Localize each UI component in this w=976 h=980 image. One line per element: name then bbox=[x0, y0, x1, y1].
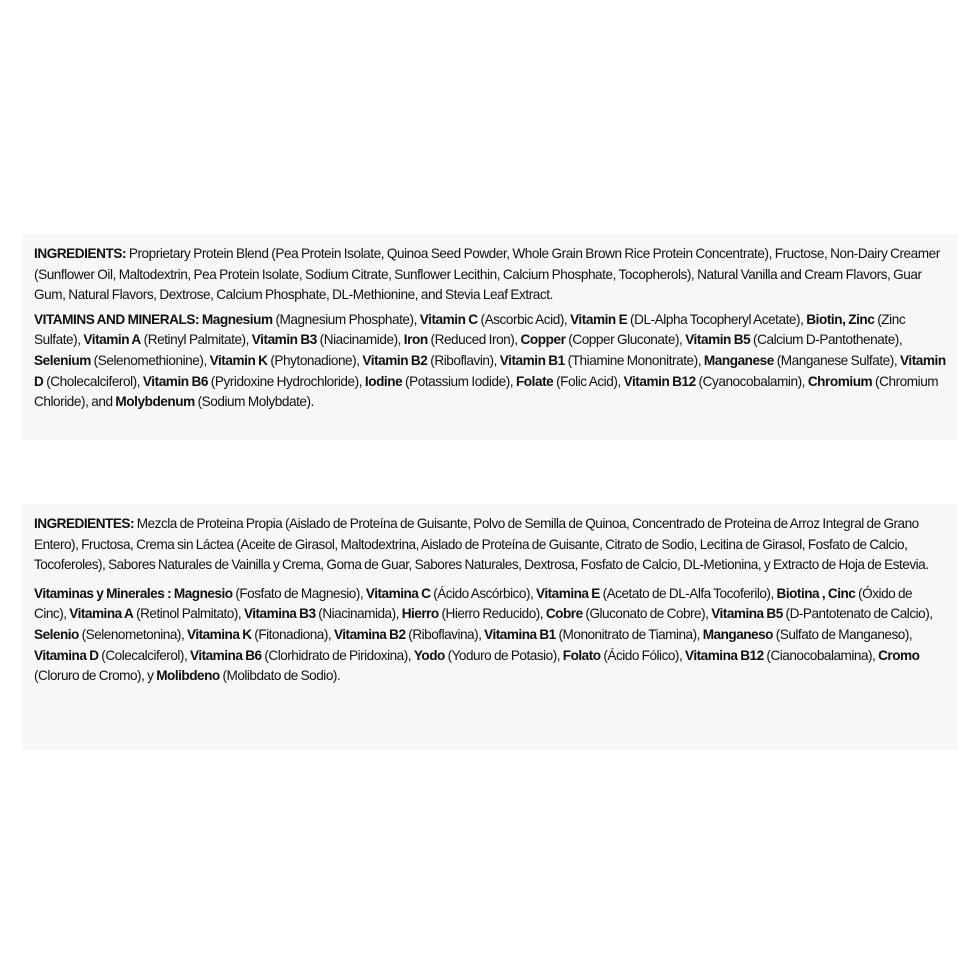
label-text: (Cloruro de Cromo), y bbox=[34, 668, 157, 684]
label-text: (Retinol Palmitato), bbox=[133, 606, 244, 622]
label-term-bold: Vitaminas y Minerales : Magnesio bbox=[34, 585, 233, 601]
label-term-bold: Iodine bbox=[364, 373, 403, 389]
spanish-label-panel bbox=[22, 504, 958, 750]
label-term-bold: Vitamina B1 bbox=[484, 626, 556, 642]
label-term-bold: Biotin, Zinc bbox=[806, 311, 875, 327]
label-term-bold: Vitamin D bbox=[34, 352, 946, 389]
label-term-bold: Vitamina B6 bbox=[190, 647, 262, 663]
label-term-bold: Vitamin B1 bbox=[499, 352, 565, 368]
label-text: (Chromium Chloride), and bbox=[34, 373, 939, 410]
label-text: (Thiamine Mononitrate), bbox=[564, 352, 704, 368]
label-text: (Selenometonina), bbox=[78, 626, 187, 642]
label-text: (Fitonadiona), bbox=[251, 626, 334, 642]
label-term-bold: Vitamin C bbox=[419, 311, 478, 327]
label-text: (Magnesium Phosphate), bbox=[272, 311, 420, 327]
spanish-ingredients-paragraph bbox=[34, 514, 946, 576]
label-text: (Niacinamida), bbox=[315, 606, 402, 622]
label-term-bold: Vitamina B2 bbox=[333, 626, 406, 642]
label-term-bold: Molybdenum bbox=[115, 394, 195, 410]
label-term-bold: Chromium bbox=[807, 373, 873, 389]
label-text: (Yoduro de Potasio), bbox=[444, 647, 563, 663]
label-term-bold: Vitamin B6 bbox=[142, 373, 208, 389]
label-term-bold: Vitamina B12 bbox=[685, 647, 764, 663]
label-term-bold: Manganese bbox=[703, 352, 774, 368]
label-text: (Hierro Reducido), bbox=[438, 606, 546, 622]
label-text: (Riboflavina), bbox=[405, 626, 485, 642]
label-text: (Gluconato de Cobre), bbox=[582, 606, 712, 622]
label-text: (Ascorbic Acid), bbox=[477, 311, 571, 327]
label-term-bold: Cromo bbox=[878, 647, 920, 663]
label-term-bold: Copper bbox=[520, 332, 566, 348]
label-text: Mezcla de Proteina Propia (Aislado de Proteína de Guisante, Polvo de Semilla de Quinoa, Concentrado de Proteina de Arroz Integral de Grano Entero), Fructosa, Crema sin Láctea (Aceite de Girasol, Maltodextrina, Aislado de Proteína de Guisante, Citrato de Sodio, Lecitina de Girasol, Fosfato de Calcio, Tocoferoles), Sabores Naturales de Vainilla y Crema, Goma de Guar, Sabores Naturales, Dextrosa, Fosfato de Calcio, DL-Metionina, y Extracto de Hoja de Estevia. bbox=[34, 516, 929, 573]
label-text: (Reduced Iron), bbox=[427, 332, 521, 348]
label-text: (Clorhidrato de Piridoxina), bbox=[261, 647, 414, 663]
label-term-bold: Vitamina E bbox=[536, 585, 600, 601]
label-term-bold: Vitamin E bbox=[570, 311, 628, 327]
label-text: (Cyanocobalamin), bbox=[695, 373, 808, 389]
label-term-bold: Vitamina A bbox=[69, 606, 134, 622]
label-text: (Retinyl Palmitate), bbox=[140, 332, 252, 348]
label-text: (Cholecalciferol), bbox=[43, 373, 143, 389]
label-text: (Sulfato de Manganeso), bbox=[772, 626, 913, 642]
label-text: (Pyridoxine Hydrochloride), bbox=[207, 373, 365, 389]
label-term-bold: INGREDIENTES: bbox=[34, 516, 134, 531]
label-text: (Folic Acid), bbox=[553, 373, 624, 389]
label-text: (Fosfato de Magnesio), bbox=[232, 585, 366, 601]
label-term-bold: Cobre bbox=[545, 606, 583, 622]
label-term-bold: Vitamina B5 bbox=[711, 606, 783, 622]
label-text: (Sodium Molybdate). bbox=[194, 394, 314, 410]
label-term-bold: Vitamin B3 bbox=[251, 332, 317, 348]
label-text: (Manganese Sulfate), bbox=[773, 352, 900, 368]
label-term-bold: Manganeso bbox=[702, 626, 773, 642]
label-text: (Mononitrato de Tiamina), bbox=[555, 626, 703, 642]
label-text: (Phytonadione), bbox=[267, 352, 363, 368]
label-text: (Ácido Ascórbico), bbox=[430, 585, 537, 601]
label-term-bold: Selenio bbox=[34, 626, 79, 642]
label-term-bold: Iron bbox=[403, 332, 428, 348]
label-text: (Cianocobalamina), bbox=[763, 647, 879, 663]
label-text: (Calcium D-Pantothenate), bbox=[750, 332, 903, 348]
label-text: (Copper Gluconate), bbox=[565, 332, 686, 348]
label-term-bold: Vitamin K bbox=[209, 352, 268, 368]
label-text: (Niacinamide), bbox=[316, 332, 404, 348]
label-term-bold: INGREDIENTS: bbox=[34, 246, 127, 261]
label-term-bold: VITAMINS AND MINERALS: Magnesium bbox=[34, 311, 273, 327]
english-label-panel bbox=[22, 234, 958, 440]
label-term-bold: Selenium bbox=[34, 352, 91, 368]
label-term-bold: Molibdeno bbox=[156, 668, 220, 684]
label-text: (Molibdato de Sodio). bbox=[219, 668, 341, 684]
label-term-bold: Vitamina C bbox=[365, 585, 431, 601]
label-term-bold: Folato bbox=[562, 647, 601, 663]
label-text: (Riboflavin), bbox=[427, 352, 500, 368]
label-term-bold: Yodo bbox=[413, 647, 445, 663]
label-term-bold: Vitamina B3 bbox=[243, 606, 316, 622]
label-text: Proprietary Protein Blend (Pea Protein Isolate, Quinoa Seed Powder, Whole Grain Brown Rice Protein Concentrate), Fructose, Non-Dairy Creamer (Sunflower Oil, Maltodextrin, Pea Protein Isolate, Sodium Citrate, Sunflower Lecithin, Calcium Phosphate, Tocopherols), Natural Vanilla and Cream Flavors, Guar Gum, Natural Flavors, Dextrose, Calcium Phosphate, DL-Methionine, and Stevia Leaf Extract. bbox=[34, 246, 940, 303]
label-text: (Zinc Sulfate), bbox=[34, 311, 906, 348]
label-term-bold: Vitamin B2 bbox=[362, 352, 428, 368]
label-text: (D-Pantotenato de Calcio), bbox=[782, 606, 933, 622]
label-term-bold: Vitamin B5 bbox=[685, 332, 751, 348]
label-text: (DL-Alpha Tocopheryl Acetate), bbox=[627, 311, 807, 327]
label-text: (Ácido Fólico), bbox=[600, 647, 686, 663]
english-ingredients-paragraph bbox=[34, 244, 946, 306]
label-term-bold: Biotina , Cinc bbox=[776, 585, 856, 601]
spanish-vitamins-minerals-paragraph bbox=[34, 584, 946, 687]
label-term-bold: Vitamina K bbox=[187, 626, 252, 642]
label-term-bold: Vitamin A bbox=[83, 332, 141, 348]
english-vitamins-minerals-paragraph bbox=[34, 310, 946, 413]
label-term-bold: Hierro bbox=[401, 606, 439, 622]
label-term-bold: Vitamina D bbox=[34, 647, 99, 663]
label-text: (Selenomethionine), bbox=[90, 352, 210, 368]
label-text: (Acetato de DL-Alfa Tocoferilo), bbox=[599, 585, 777, 601]
label-term-bold: Folate bbox=[515, 373, 554, 389]
label-text: (Colecalciferol), bbox=[98, 647, 190, 663]
label-text: (Óxido de Cinc), bbox=[34, 585, 913, 622]
label-term-bold: Vitamin B12 bbox=[623, 373, 696, 389]
label-text: (Potassium Iodide), bbox=[402, 373, 516, 389]
